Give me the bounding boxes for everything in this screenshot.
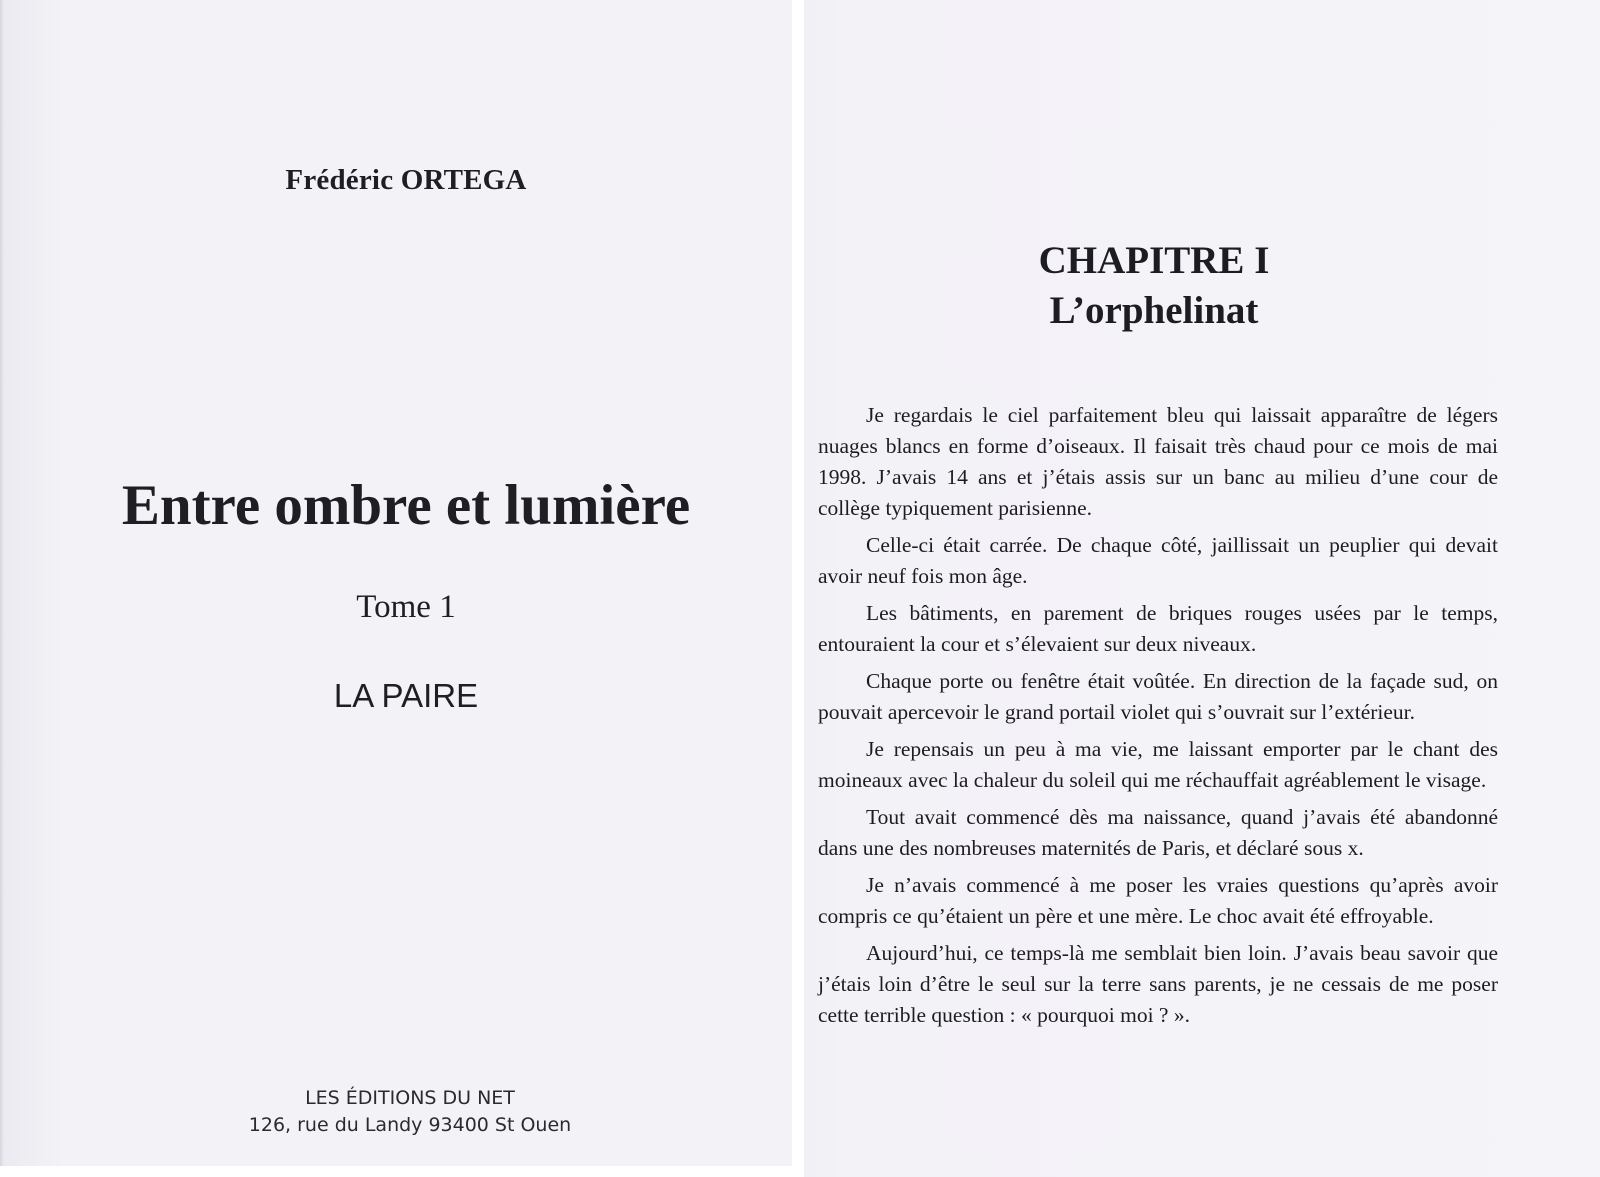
chapter-number: CHAPITRE I (1038, 239, 1270, 282)
page-gutter (792, 0, 804, 1177)
publisher-block (0, 1085, 792, 1139)
publisher-address: 126, rue du Landy 93400 St Ouen (248, 1114, 572, 1136)
title-page (0, 0, 792, 1166)
paragraph: Tout avait commencé dès ma naissance, quand j’avais été abandonné dans une des nombreuses maternités de Paris, et déclaré sous x. (818, 805, 1498, 860)
chapter-body (818, 400, 1498, 1037)
chapter-page (804, 0, 1600, 1177)
paragraph: Je regardais le ciel parfaitement bleu qui laissait apparaître de légers nuages blancs en forme d’oiseaux. Il faisait très chaud pour ce mois de mai 1998. J’avais 14 ans et j’étais assis sur un banc au milieu d’une cour de collège typiquement parisienne. (818, 403, 1498, 520)
paragraph: Chaque porte ou fenêtre était voûtée. En direction de la façade sud, on pouvait apercevoir le grand portail violet qui s’ouvrait sur l’extérieur. (818, 669, 1498, 724)
chapter-page-content (804, 0, 1600, 1177)
paragraph: Aujourd’hui, ce temps-là me semblait bien loin. J’avais beau savoir que j’étais loin d’être le seul sur la terre sans parents, je ne cessais de me poser cette terrible question : « pourquoi moi ? ». (818, 941, 1498, 1027)
chapter-heading (804, 236, 1504, 336)
paragraph: Je repensais un peu à ma vie, me laissant emporter par le chant des moineaux avec la chaleur du soleil qui me réchauffait agréablement le visage. (818, 737, 1498, 792)
author-name: Frédéric ORTEGA (285, 164, 527, 196)
paragraph: Celle-ci était carrée. De chaque côté, jaillissait un peuplier qui devait avoir neuf fois mon âge. (818, 533, 1498, 588)
publisher-name: LES ÉDITIONS DU NET (305, 1087, 515, 1109)
title-page-content (0, 0, 792, 1166)
paragraph: Je n’avais commencé à me poser les vraies questions qu’après avoir compris ce qu’étaient un père et une mère. Le choc avait été effroyable. (818, 873, 1498, 928)
book-title: Entre ombre et lumière (121, 474, 691, 537)
paragraph: Les bâtiments, en parement de briques rouges usées par le temps, entouraient la cour et s’élevaient sur deux niveaux. (818, 601, 1498, 656)
book-subtitle: LA PAIRE (333, 677, 479, 714)
volume-label: Tome 1 (356, 589, 456, 625)
chapter-title: L’orphelinat (1049, 289, 1259, 332)
